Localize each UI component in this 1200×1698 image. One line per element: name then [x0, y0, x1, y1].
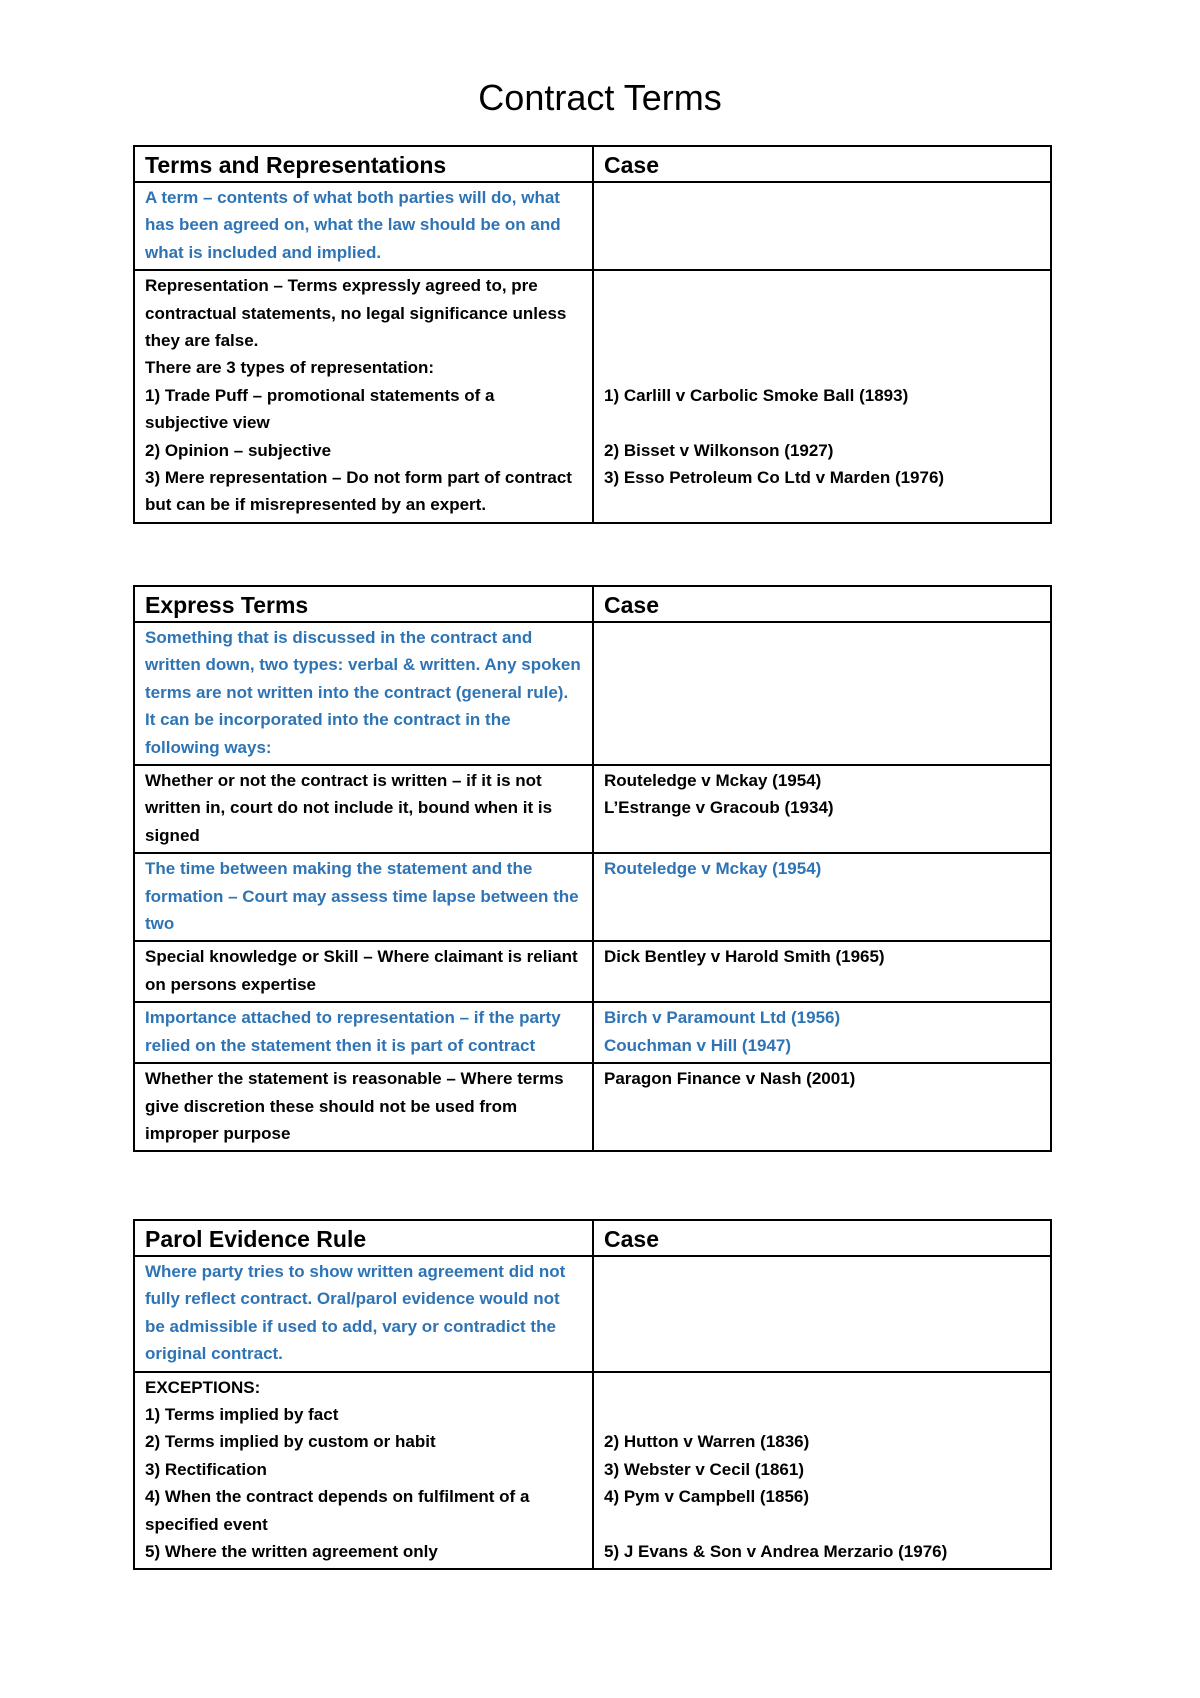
topic-header: Terms and Representations: [134, 146, 593, 182]
term-description: Representation – Terms expressly agreed to, pre contractual statements, no legal significance unless they are false. There are 3 types of representation: 1) Trade Puff – promotional statements of a subjective view 2) Opinion – subjective 3) Mere representation – Do not form part of contract but can be if misrepresented by an expert.: [134, 270, 593, 523]
case-cell: 1) Carlill v Carbolic Smoke Ball (1893) 2) Bisset v Wilkonson (1927) 3) Esso Petroleum Co Ltd v Marden (1976): [593, 270, 1051, 523]
page-title: Contract Terms: [478, 77, 722, 118]
table-row: [134, 1372, 1051, 1570]
table-row: [134, 765, 1051, 853]
case-cell: [593, 182, 1051, 270]
term-description: Something that is discussed in the contract and written down, two types: verbal & written. Any spoken terms are not written into the contract (general rule). It can be incorporated into the contract in the following ways:: [134, 622, 593, 765]
express-terms-table: [133, 585, 1052, 1152]
case-cell: 2) Hutton v Warren (1836) 3) Webster v Cecil (1861) 4) Pym v Campbell (1856) 5) J Evans & Son v Andrea Merzario (1976): [593, 1372, 1051, 1570]
case-header: Case: [593, 146, 1051, 182]
case-header: Case: [593, 586, 1051, 622]
table-header-row: [134, 1220, 1051, 1256]
term-description: EXCEPTIONS: 1) Terms implied by fact 2) Terms implied by custom or habit 3) Rectification 4) When the contract depends on fulfilment of a specified event 5) Where the written agreement only: [134, 1372, 593, 1570]
case-cell: [593, 1256, 1051, 1372]
case-cell: Paragon Finance v Nash (2001): [593, 1063, 1051, 1151]
parol-evidence-table: [133, 1219, 1052, 1570]
term-description: Special knowledge or Skill – Where claimant is reliant on persons expertise: [134, 941, 593, 1002]
case-header: Case: [593, 1220, 1051, 1256]
topic-header: Parol Evidence Rule: [134, 1220, 593, 1256]
table-row: [134, 622, 1051, 765]
table-row: [134, 853, 1051, 941]
case-cell: Birch v Paramount Ltd (1956) Couchman v Hill (1947): [593, 1002, 1051, 1063]
table-row: [134, 1063, 1051, 1151]
case-cell: Routeledge v Mckay (1954): [593, 853, 1051, 941]
term-description: Whether or not the contract is written – if it is not written in, court do not include it, bound when it is signed: [134, 765, 593, 853]
case-cell: Routeledge v Mckay (1954) L’Estrange v Gracoub (1934): [593, 765, 1051, 853]
case-cell: [593, 622, 1051, 765]
table-header-row: [134, 586, 1051, 622]
table-row: [134, 270, 1051, 523]
term-description: The time between making the statement and the formation – Court may assess time lapse between the two: [134, 853, 593, 941]
term-description: Where party tries to show written agreement did not fully reflect contract. Oral/parol evidence would not be admissible if used to add, vary or contradict the original contract.: [134, 1256, 593, 1372]
term-description: A term – contents of what both parties will do, what has been agreed on, what the law should be on and what is included and implied.: [134, 182, 593, 270]
case-cell: Dick Bentley v Harold Smith (1965): [593, 941, 1051, 1002]
table-row: [134, 1002, 1051, 1063]
term-description: Whether the statement is reasonable – Where terms give discretion these should not be used from improper purpose: [134, 1063, 593, 1151]
table-row: [134, 182, 1051, 270]
table-row: [134, 941, 1051, 1002]
term-description: Importance attached to representation – if the party relied on the statement then it is part of contract: [134, 1002, 593, 1063]
topic-header: Express Terms: [134, 586, 593, 622]
terms-representations-table: [133, 145, 1052, 524]
table-header-row: [134, 146, 1051, 182]
table-row: [134, 1256, 1051, 1372]
